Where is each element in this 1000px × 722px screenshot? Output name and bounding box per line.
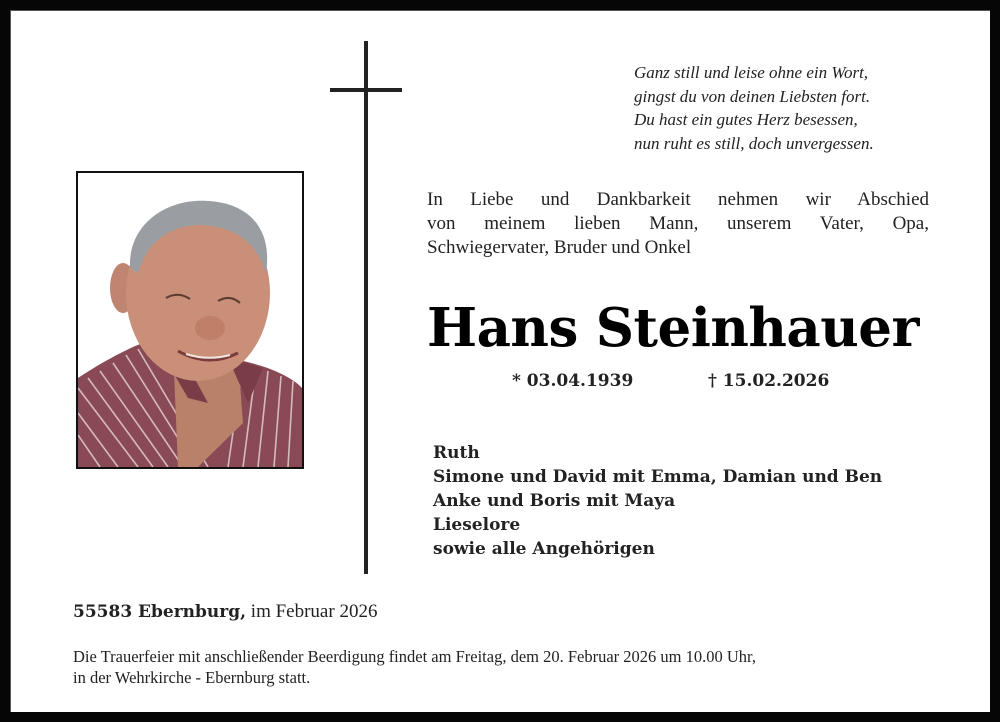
mourner: Simone und David mit Emma, Damian und Ben	[433, 467, 883, 487]
portrait-image	[78, 173, 302, 467]
mourner: Ruth	[433, 443, 480, 463]
intro-text	[427, 188, 929, 260]
place-and-date	[73, 601, 377, 623]
birth-date: * 03.04.1939	[512, 371, 634, 391]
notice-line: Die Trauerfeier mit anschließender Beerdigung findet am Freitag, dem 20. Februar 2026 um 10.00 Uhr,	[73, 647, 757, 666]
notice-line: in der Wehrkirche - Ebernburg statt.	[73, 668, 311, 687]
deceased-name: Hans Steinhauer	[427, 297, 919, 359]
poem	[634, 61, 874, 155]
intro-line: von meinem lieben Mann, unserem Vater, Opa,	[427, 213, 929, 234]
mourner: sowie alle Angehörigen	[433, 539, 655, 559]
place-date: im Februar 2026	[246, 601, 378, 622]
death-date: † 15.02.2026	[708, 371, 830, 391]
mourner: Anke und Boris mit Maya	[433, 491, 676, 511]
intro-line: In Liebe und Dankbarkeit nehmen wir Abschied	[427, 189, 929, 210]
cross-icon	[364, 41, 368, 574]
obituary-page	[10, 10, 990, 712]
cross-icon-crossbar	[330, 88, 402, 92]
portrait-photo	[76, 171, 304, 469]
poem-line: Ganz still und leise ohne ein Wort,	[634, 63, 869, 82]
poem-line: nun ruht es still, doch unvergessen.	[634, 133, 874, 153]
poem-line: Du hast ein gutes Herz besessen,	[634, 110, 858, 129]
intro-line: Schwiegervater, Bruder und Onkel	[427, 237, 692, 258]
poem-line: gingst du von deinen Liebsten fort.	[634, 86, 871, 106]
mourner: Lieselore	[433, 515, 521, 535]
mourners-list	[433, 441, 882, 561]
place-location: 55583 Ebernburg,	[73, 602, 247, 622]
funeral-notice	[73, 646, 933, 688]
